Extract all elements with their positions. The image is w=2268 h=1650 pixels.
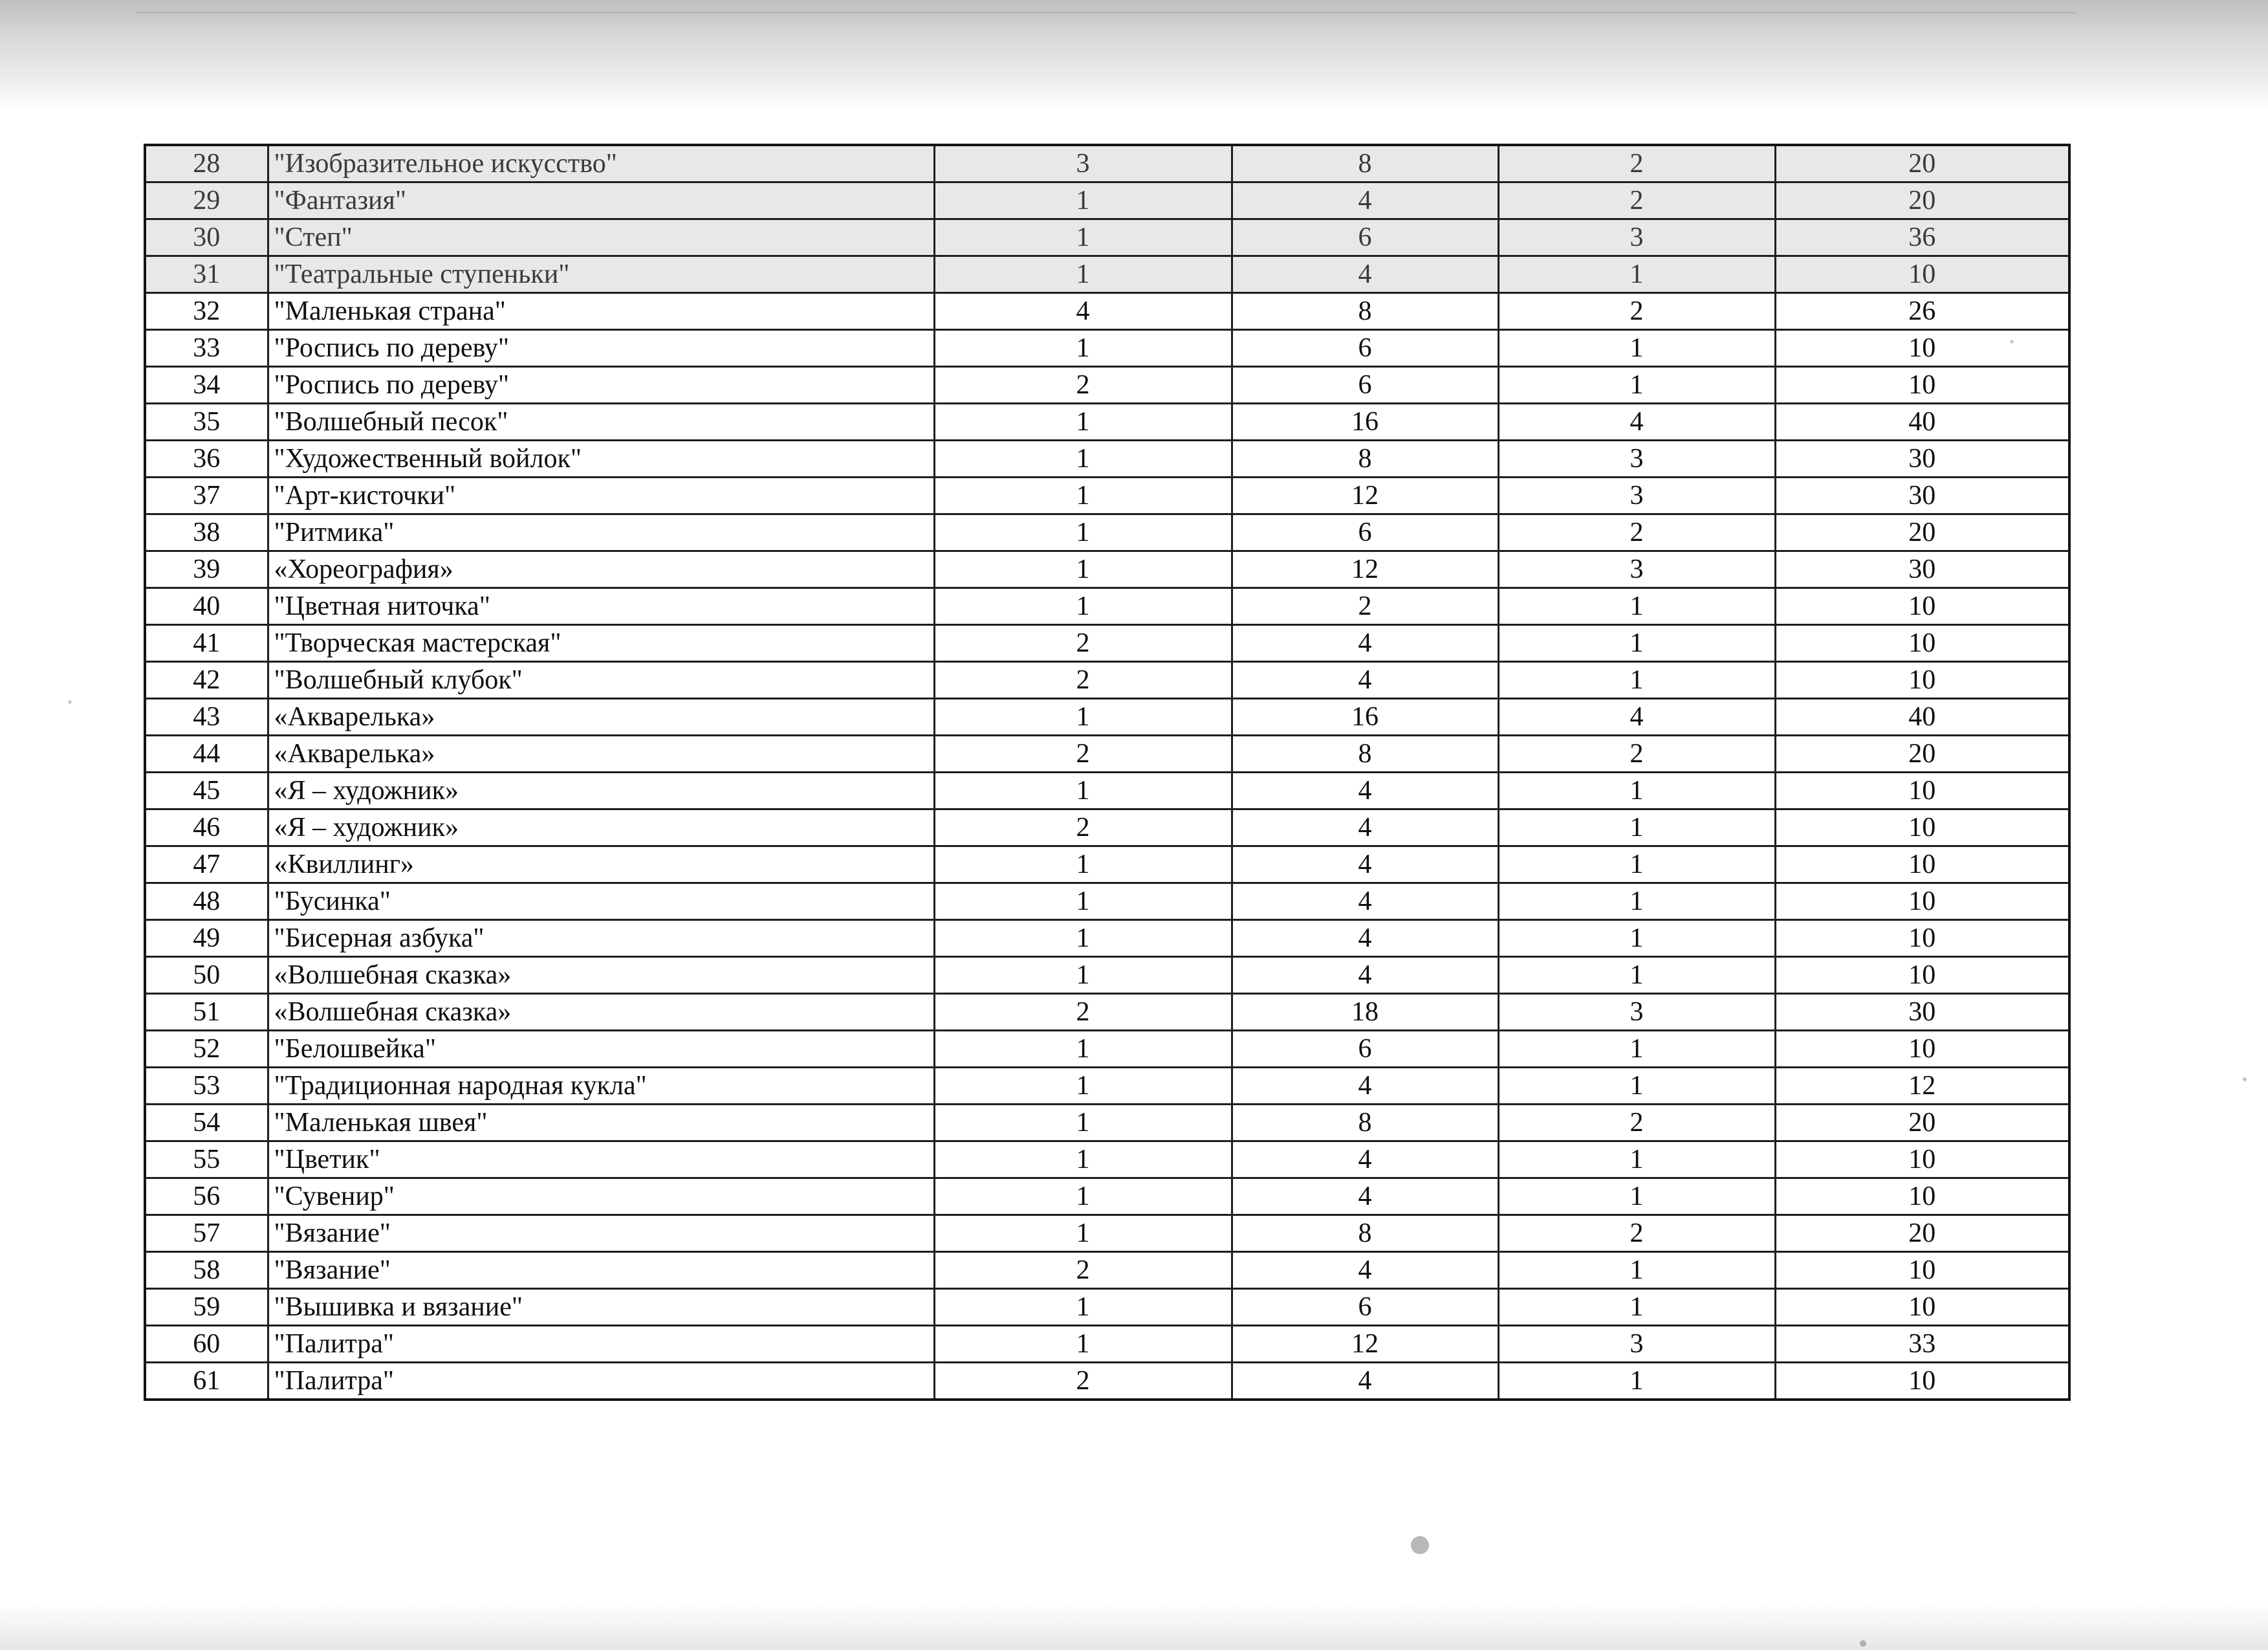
previous-page-bleed [136,12,2077,75]
table-row [145,1068,2069,1105]
value-cell-4: 10 [1775,846,2069,883]
value-cell-2: 16 [1232,699,1498,736]
value-cell-3: 1 [1498,1141,1775,1178]
row-number-cell: 52 [145,1031,268,1068]
value-cell-4: 10 [1775,1252,2069,1289]
club-name-cell: «Волшебная сказка» [268,957,934,994]
value-cell-2: 8 [1232,1105,1498,1141]
value-cell-2: 4 [1232,182,1498,219]
value-cell-3: 1 [1498,1031,1775,1068]
value-cell-4: 10 [1775,588,2069,625]
table-row [145,145,2069,182]
value-cell-4: 10 [1775,330,2069,367]
club-name-cell: "Роспись по дереву" [268,330,934,367]
scan-shadow-bottom [0,1598,2268,1650]
value-cell-4: 20 [1775,145,2069,182]
row-number-cell: 53 [145,1068,268,1105]
table-row [145,625,2069,662]
table-row [145,1105,2069,1141]
club-name-cell: "Роспись по дереву" [268,367,934,404]
value-cell-2: 6 [1232,367,1498,404]
table-row [145,404,2069,441]
row-number-cell: 41 [145,625,268,662]
value-cell-1: 1 [934,441,1232,478]
table-row [145,773,2069,809]
table-row [145,1252,2069,1289]
value-cell-4: 36 [1775,219,2069,256]
club-name-cell: "Белошвейка" [268,1031,934,1068]
value-cell-4: 10 [1775,1141,2069,1178]
value-cell-2: 4 [1232,625,1498,662]
row-number-cell: 61 [145,1363,268,1400]
table-row [145,1178,2069,1215]
table-row [145,1031,2069,1068]
club-name-cell: "Сувенир" [268,1178,934,1215]
value-cell-4: 40 [1775,699,2069,736]
value-cell-3: 4 [1498,404,1775,441]
value-cell-2: 8 [1232,293,1498,330]
value-cell-4: 20 [1775,1105,2069,1141]
value-cell-1: 1 [934,773,1232,809]
row-number-cell: 38 [145,514,268,551]
value-cell-1: 1 [934,920,1232,957]
value-cell-1: 1 [934,1031,1232,1068]
club-name-cell: "Степ" [268,219,934,256]
row-number-cell: 34 [145,367,268,404]
value-cell-3: 3 [1498,994,1775,1031]
table-row [145,219,2069,256]
value-cell-2: 4 [1232,883,1498,920]
value-cell-4: 20 [1775,182,2069,219]
value-cell-2: 4 [1232,1178,1498,1215]
value-cell-3: 1 [1498,1178,1775,1215]
value-cell-4: 20 [1775,514,2069,551]
row-number-cell: 58 [145,1252,268,1289]
value-cell-1: 1 [934,699,1232,736]
value-cell-2: 4 [1232,1363,1498,1400]
value-cell-2: 6 [1232,1289,1498,1326]
table-row [145,1141,2069,1178]
club-name-cell: "Художественный войлок" [268,441,934,478]
value-cell-1: 1 [934,846,1232,883]
value-cell-4: 30 [1775,478,2069,514]
table-row [145,920,2069,957]
table-row [145,699,2069,736]
value-cell-2: 6 [1232,219,1498,256]
row-number-cell: 29 [145,182,268,219]
row-number-cell: 35 [145,404,268,441]
value-cell-2: 12 [1232,551,1498,588]
club-name-cell: "Маленькая страна" [268,293,934,330]
row-number-cell: 50 [145,957,268,994]
table-row [145,514,2069,551]
value-cell-1: 2 [934,994,1232,1031]
value-cell-4: 10 [1775,883,2069,920]
document-sheet [144,144,2068,1401]
table-row [145,809,2069,846]
club-name-cell: «Квиллинг» [268,846,934,883]
club-name-cell: «Акварелька» [268,736,934,773]
value-cell-1: 2 [934,625,1232,662]
value-cell-4: 20 [1775,736,2069,773]
value-cell-2: 4 [1232,662,1498,699]
value-cell-3: 1 [1498,846,1775,883]
value-cell-1: 1 [934,588,1232,625]
row-number-cell: 49 [145,920,268,957]
row-number-cell: 43 [145,699,268,736]
row-number-cell: 32 [145,293,268,330]
value-cell-2: 4 [1232,256,1498,293]
table-row [145,293,2069,330]
value-cell-4: 30 [1775,551,2069,588]
club-name-cell: «Волшебная сказка» [268,994,934,1031]
row-number-cell: 60 [145,1326,268,1363]
value-cell-3: 2 [1498,1215,1775,1252]
value-cell-4: 10 [1775,957,2069,994]
value-cell-2: 4 [1232,773,1498,809]
club-name-cell: «Хореография» [268,551,934,588]
value-cell-3: 1 [1498,1289,1775,1326]
row-number-cell: 36 [145,441,268,478]
value-cell-3: 2 [1498,736,1775,773]
value-cell-3: 1 [1498,883,1775,920]
club-name-cell: "Театральные ступеньки" [268,256,934,293]
value-cell-1: 1 [934,1289,1232,1326]
value-cell-3: 1 [1498,809,1775,846]
speck [2243,1077,2247,1081]
value-cell-2: 6 [1232,330,1498,367]
value-cell-3: 1 [1498,1363,1775,1400]
value-cell-1: 1 [934,478,1232,514]
row-number-cell: 56 [145,1178,268,1215]
value-cell-4: 10 [1775,662,2069,699]
club-name-cell: "Цветик" [268,1141,934,1178]
value-cell-4: 10 [1775,625,2069,662]
value-cell-3: 1 [1498,1252,1775,1289]
schedule-table [144,144,2071,1401]
row-number-cell: 44 [145,736,268,773]
schedule-table-body [145,145,2069,1400]
table-row [145,662,2069,699]
table-row [145,846,2069,883]
value-cell-1: 3 [934,145,1232,182]
value-cell-1: 1 [934,1178,1232,1215]
row-number-cell: 40 [145,588,268,625]
row-number-cell: 30 [145,219,268,256]
club-name-cell: "Фантазия" [268,182,934,219]
club-name-cell: "Вязание" [268,1252,934,1289]
table-row [145,736,2069,773]
value-cell-1: 1 [934,551,1232,588]
table-row [145,441,2069,478]
value-cell-2: 8 [1232,1215,1498,1252]
value-cell-2: 2 [1232,588,1498,625]
club-name-cell: "Изобразительное искусство" [268,145,934,182]
value-cell-4: 10 [1775,1289,2069,1326]
value-cell-3: 3 [1498,478,1775,514]
value-cell-3: 3 [1498,441,1775,478]
table-row [145,994,2069,1031]
value-cell-2: 12 [1232,478,1498,514]
table-row [145,588,2069,625]
table-row [145,367,2069,404]
value-cell-1: 2 [934,367,1232,404]
table-row [145,182,2069,219]
value-cell-2: 4 [1232,809,1498,846]
club-name-cell: «Акварелька» [268,699,934,736]
value-cell-2: 16 [1232,404,1498,441]
table-row [145,1326,2069,1363]
value-cell-1: 2 [934,662,1232,699]
value-cell-3: 2 [1498,293,1775,330]
value-cell-1: 2 [934,809,1232,846]
value-cell-2: 4 [1232,1252,1498,1289]
value-cell-1: 1 [934,883,1232,920]
value-cell-4: 10 [1775,256,2069,293]
value-cell-1: 1 [934,1068,1232,1105]
club-name-cell: "Палитра" [268,1363,934,1400]
value-cell-3: 1 [1498,588,1775,625]
value-cell-1: 1 [934,957,1232,994]
row-number-cell: 47 [145,846,268,883]
row-number-cell: 54 [145,1105,268,1141]
club-name-cell: "Традиционная народная кукла" [268,1068,934,1105]
value-cell-3: 1 [1498,1068,1775,1105]
value-cell-2: 12 [1232,1326,1498,1363]
club-name-cell: "Ритмика" [268,514,934,551]
row-number-cell: 51 [145,994,268,1031]
row-number-cell: 45 [145,773,268,809]
value-cell-1: 1 [934,1141,1232,1178]
value-cell-4: 10 [1775,1031,2069,1068]
row-number-cell: 55 [145,1141,268,1178]
value-cell-4: 20 [1775,1215,2069,1252]
value-cell-1: 1 [934,1215,1232,1252]
value-cell-3: 1 [1498,367,1775,404]
value-cell-2: 8 [1232,441,1498,478]
value-cell-3: 2 [1498,514,1775,551]
value-cell-1: 1 [934,514,1232,551]
value-cell-3: 1 [1498,920,1775,957]
table-row [145,957,2069,994]
club-name-cell: "Творческая мастерская" [268,625,934,662]
row-number-cell: 48 [145,883,268,920]
value-cell-1: 2 [934,1363,1232,1400]
value-cell-3: 1 [1498,256,1775,293]
row-number-cell: 33 [145,330,268,367]
value-cell-2: 18 [1232,994,1498,1031]
value-cell-3: 3 [1498,1326,1775,1363]
club-name-cell: "Вышивка и вязание" [268,1289,934,1326]
table-row [145,256,2069,293]
value-cell-3: 1 [1498,330,1775,367]
value-cell-4: 40 [1775,404,2069,441]
club-name-cell: "Волшебный песок" [268,404,934,441]
club-name-cell: "Маленькая швея" [268,1105,934,1141]
row-number-cell: 37 [145,478,268,514]
club-name-cell: "Палитра" [268,1326,934,1363]
value-cell-1: 1 [934,1326,1232,1363]
value-cell-1: 1 [934,219,1232,256]
value-cell-2: 4 [1232,920,1498,957]
table-row [145,330,2069,367]
row-number-cell: 57 [145,1215,268,1252]
value-cell-1: 1 [934,1105,1232,1141]
value-cell-1: 1 [934,182,1232,219]
table-row [145,478,2069,514]
value-cell-1: 1 [934,404,1232,441]
value-cell-3: 4 [1498,699,1775,736]
value-cell-3: 2 [1498,182,1775,219]
value-cell-4: 10 [1775,809,2069,846]
club-name-cell: «Я – художник» [268,809,934,846]
value-cell-3: 2 [1498,1105,1775,1141]
value-cell-1: 2 [934,1252,1232,1289]
table-row [145,1215,2069,1252]
value-cell-2: 4 [1232,846,1498,883]
speck [68,700,72,704]
club-name-cell: "Бисерная азбука" [268,920,934,957]
row-number-cell: 42 [145,662,268,699]
value-cell-2: 4 [1232,1141,1498,1178]
table-row [145,551,2069,588]
value-cell-1: 1 [934,330,1232,367]
value-cell-2: 8 [1232,145,1498,182]
value-cell-3: 1 [1498,773,1775,809]
value-cell-2: 6 [1232,514,1498,551]
value-cell-4: 10 [1775,773,2069,809]
table-row [145,1363,2069,1400]
club-name-cell: "Волшебный клубок" [268,662,934,699]
row-number-cell: 28 [145,145,268,182]
value-cell-2: 4 [1232,957,1498,994]
club-name-cell: "Цветная ниточка" [268,588,934,625]
value-cell-4: 10 [1775,920,2069,957]
scan-shadow-top [0,0,2268,110]
value-cell-3: 1 [1498,625,1775,662]
speck [1411,1536,1429,1554]
value-cell-4: 30 [1775,994,2069,1031]
value-cell-2: 8 [1232,736,1498,773]
club-name-cell: «Я – художник» [268,773,934,809]
value-cell-4: 12 [1775,1068,2069,1105]
value-cell-3: 2 [1498,145,1775,182]
club-name-cell: "Бусинка" [268,883,934,920]
value-cell-4: 33 [1775,1326,2069,1363]
value-cell-4: 30 [1775,441,2069,478]
club-name-cell: "Арт-кисточки" [268,478,934,514]
value-cell-2: 4 [1232,1068,1498,1105]
value-cell-4: 26 [1775,293,2069,330]
value-cell-1: 4 [934,293,1232,330]
value-cell-4: 10 [1775,1178,2069,1215]
table-row [145,1289,2069,1326]
value-cell-3: 1 [1498,957,1775,994]
value-cell-1: 1 [934,256,1232,293]
value-cell-4: 10 [1775,367,2069,404]
value-cell-3: 3 [1498,551,1775,588]
value-cell-3: 3 [1498,219,1775,256]
value-cell-4: 10 [1775,1363,2069,1400]
table-row [145,883,2069,920]
row-number-cell: 46 [145,809,268,846]
value-cell-1: 2 [934,736,1232,773]
club-name-cell: "Вязание" [268,1215,934,1252]
row-number-cell: 39 [145,551,268,588]
row-number-cell: 31 [145,256,268,293]
row-number-cell: 59 [145,1289,268,1326]
value-cell-3: 1 [1498,662,1775,699]
value-cell-2: 6 [1232,1031,1498,1068]
